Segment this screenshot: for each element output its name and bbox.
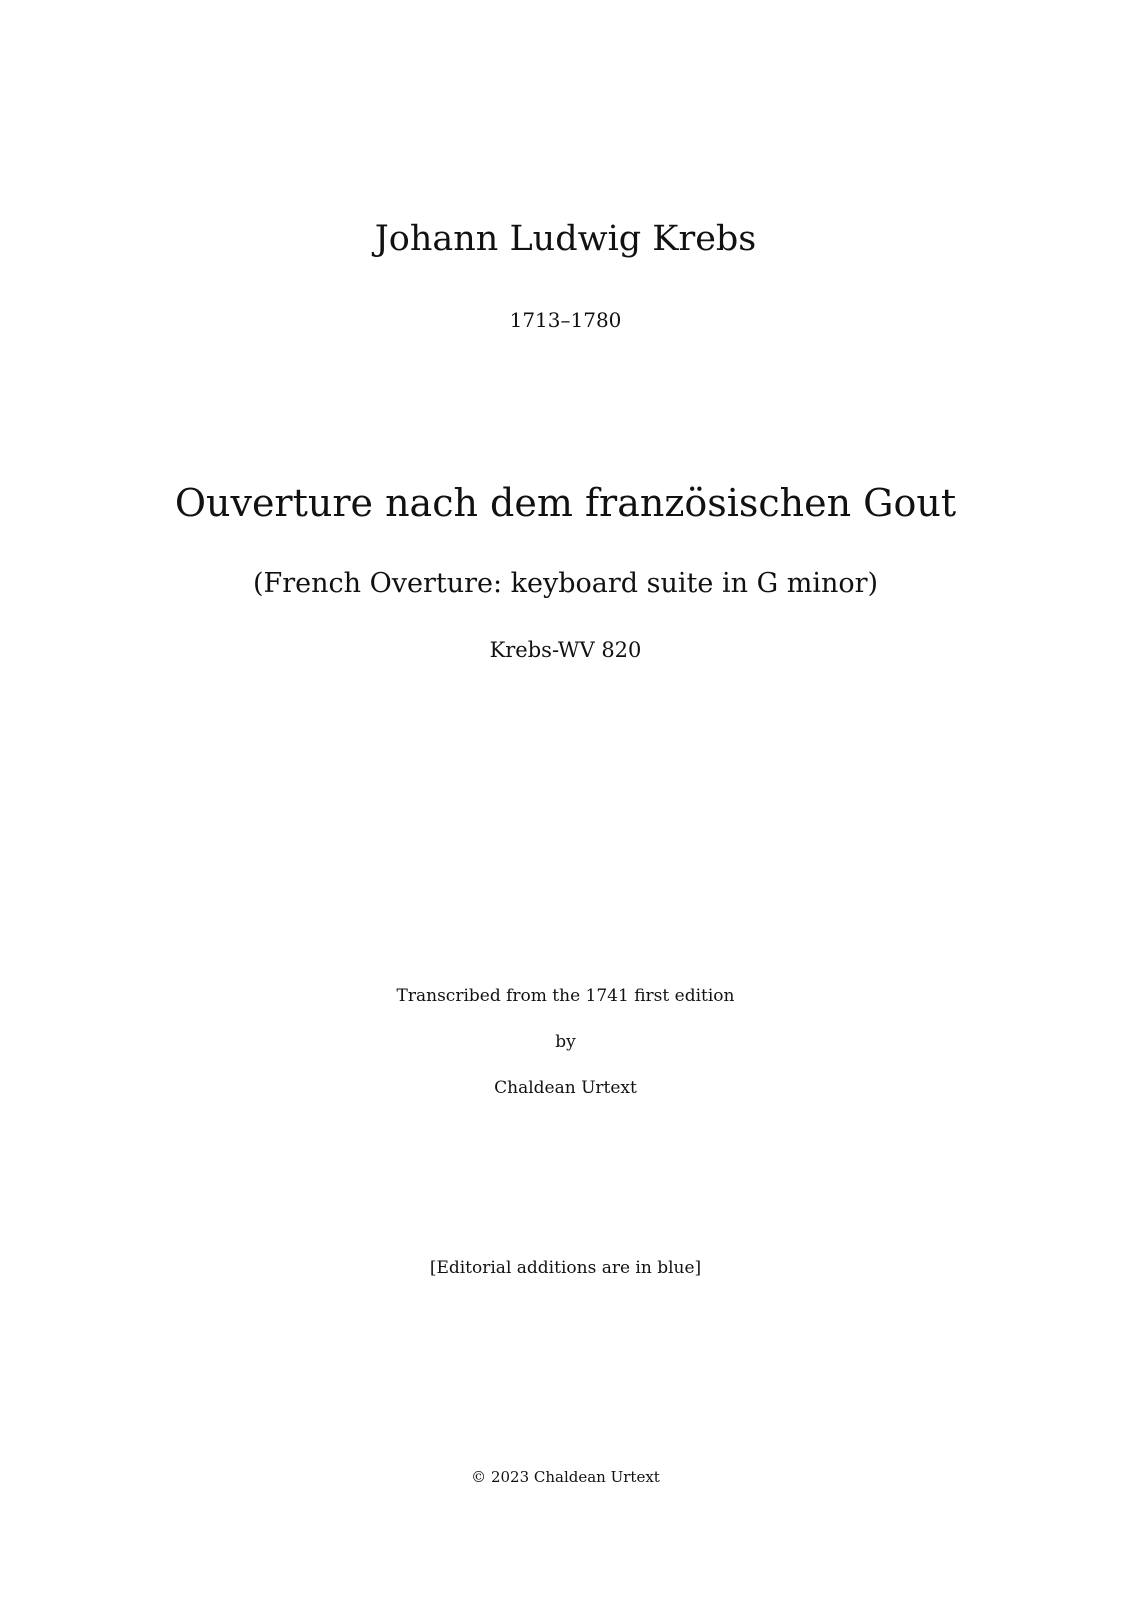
copyright-notice: © 2023 Chaldean Urtext bbox=[471, 1468, 660, 1486]
work-title: Ouverture nach dem französischen Gout bbox=[174, 481, 957, 525]
work-subtitle: (French Overture: keyboard suite in G minor) bbox=[252, 568, 879, 599]
composer-name: Johann Ludwig Krebs bbox=[374, 219, 757, 259]
editorial-note: [Editorial additions are in blue] bbox=[429, 1258, 702, 1278]
by-label: by bbox=[555, 1032, 576, 1052]
catalog-number: Krebs-WV 820 bbox=[489, 638, 642, 662]
editor-name: Chaldean Urtext bbox=[494, 1078, 637, 1098]
composer-dates: 1713–1780 bbox=[509, 308, 622, 332]
transcription-note: Transcribed from the 1741 first edition bbox=[396, 986, 735, 1006]
